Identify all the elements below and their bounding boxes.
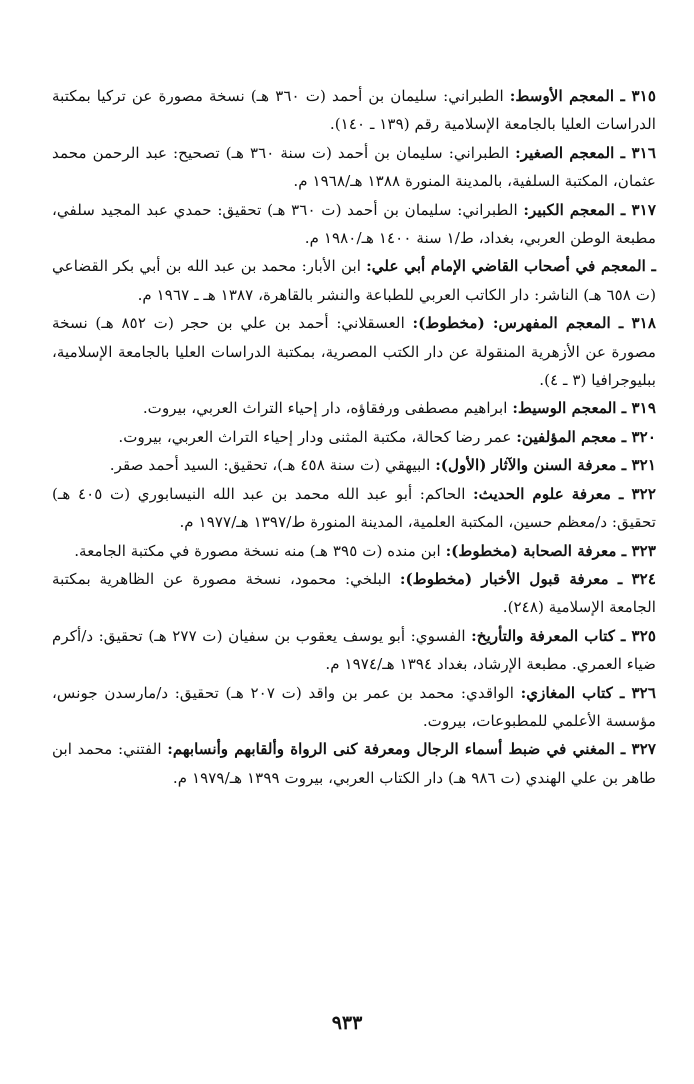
entry-details: عمر رضا كحالة، مكتبة المثنى ودار إحياء التراث العربي، بيروت.: [118, 427, 517, 446]
entry-title: ٣٢٧ ـ المغني في ضبط أسماء الرجال ومعرفة كنى الرواة وألقابهم وأنسابهم:: [167, 740, 657, 759]
entry-details: الحاكم: أبو عبد الله محمد بن عبد الله النيسابوري (ت ٤٠٥ هـ) تحقيق: د/معظم حسين، المكتبة العلمية، المدينة المنورة ط/١٣٩٧ هـ/١٩٧٧ م.: [52, 484, 656, 532]
bibliography-entry-unnumbered: [52, 252, 656, 309]
bibliography-entry-315: [52, 82, 656, 139]
entry-details: الطبراني: سليمان بن أحمد (ت سنة ٣٦٠ هـ) تصحيح: عبد الرحمن محمد عثمان، المكتبة السلفية، بالمدينة المنورة ١٣٨٨ هـ/١٩٦٨ م.: [52, 143, 656, 191]
entry-details: الطبراني: سليمان بن أحمد (ت ٣٦٠ هـ) نسخة مصورة عن تركيا بمكتبة الدراسات العليا بالجامعة الإسلامية رقم (١٣٩ ـ ١٤٠).: [52, 87, 656, 134]
entry-title: ٣١٨ ـ المعجم المفهرس: (مخطوط):: [412, 314, 656, 333]
bibliography-entry-321: [52, 451, 656, 479]
bibliography-entry-324: [52, 565, 656, 622]
entry-title: ٣٢٥ ـ كتاب المعرفة والتأريخ:: [471, 626, 657, 645]
entry-title: ٣٢٤ ـ معرفة قبول الأخبار (مخطوط):: [399, 569, 656, 588]
bibliography-entry-325: [52, 622, 656, 679]
entry-title: ٣٢٠ ـ معجم المؤلفين:: [516, 427, 656, 446]
bibliography-entry-326: [52, 679, 656, 736]
entry-details: ابراهيم مصطفى ورفقاؤه، دار إحياء التراث العربي، بيروت.: [142, 399, 513, 418]
entry-title: ٣١٩ ـ المعجم الوسيط:: [512, 399, 656, 418]
entry-details: العسقلاني: أحمد بن علي بن حجر (ت ٨٥٢ هـ) نسخة مصورة عن الأزهرية المنقولة عن دار الكتب المصرية، بمكتبة الدراسات العليا بالجامعة الإسلامية، ببليوجرافيا (٣ ـ ٤).: [52, 314, 656, 390]
entry-title: ـ المعجم في أصحاب القاضي الإمام أبي علي:: [366, 257, 657, 276]
bibliography-entry-318: [52, 309, 656, 394]
bibliography-entry-323: [52, 537, 656, 565]
entry-details: الفتني: محمد ابن طاهر بن علي الهندي (ت ٩٨٦ هـ) دار الكتاب العربي، بيروت ١٣٩٩ هـ/١٩٧٩ م.: [52, 740, 656, 787]
entry-title: ٣٢٣ ـ معرفة الصحابة (مخطوط):: [445, 541, 656, 560]
entry-title: ٣٢١ ـ معرفة السنن والآثار (الأول):: [435, 456, 656, 475]
bibliography-entry-316: [52, 139, 656, 196]
bibliography-page: [52, 82, 656, 792]
entry-details: البيهقي (ت سنة ٤٥٨ هـ)، تحقيق: السيد أحمد صقر.: [109, 456, 436, 475]
entry-details: ابن منده (ت ٣٩٥ هـ) منه نسخة مصورة في مكتبة الجامعة.: [74, 541, 446, 560]
entry-details: الواقدي: محمد بن عمر بن واقد (ت ٢٠٧ هـ) تحقيق: د/مارسدن جونس، مؤسسة الأعلمي للمطبوعات، بيروت.: [52, 683, 656, 730]
entry-details: الفسوي: أبو يوسف يعقوب بن سفيان (ت ٢٧٧ هـ) تحقيق: د/أكرم ضياء العمري. مطبعة الإرشاد، بغداد ١٣٩٤ هـ/١٩٧٤ م.: [52, 626, 656, 674]
entry-details: الطبراني: سليمان بن أحمد (ت ٣٦٠ هـ) تحقيق: حمدي عبد المجيد سلفي، مطبعة الوطن العربي، بغداد، ط/١ سنة ١٤٠٠ هـ/١٩٨٠ م.: [52, 200, 656, 248]
entry-details: ابن الأبار: محمد بن عبد الله بن أبي بكر القضاعي (ت ٦٥٨ هـ) الناشر: دار الكاتب العربي للطباعة والنشر بالقاهرة، ١٣٨٧ هـ ـ ١٩٦٧ م.: [52, 257, 656, 304]
entry-title: ٣١٦ ـ المعجم الصغير:: [515, 143, 656, 162]
bibliography-entry-322: [52, 480, 656, 537]
entry-title: ٣١٧ ـ المعجم الكبير:: [523, 200, 656, 219]
page-number: ٩٣٣: [331, 1012, 363, 1034]
bibliography-entry-319: [52, 394, 656, 422]
entry-title: ٣٢٢ ـ معرفة علوم الحديث:: [473, 484, 656, 503]
entry-title: ٣١٥ ـ المعجم الأوسط:: [509, 87, 656, 105]
bibliography-entry-327: [52, 735, 656, 792]
entry-details: البلخي: محمود، نسخة مصورة عن الظاهرية بمكتبة الجامعة الإسلامية (٢٤٨).: [52, 569, 656, 617]
bibliography-entry-320: [52, 423, 656, 451]
bibliography-entry-317: [52, 196, 656, 253]
entry-title: ٣٢٦ ـ كتاب المغازي:: [520, 683, 656, 702]
